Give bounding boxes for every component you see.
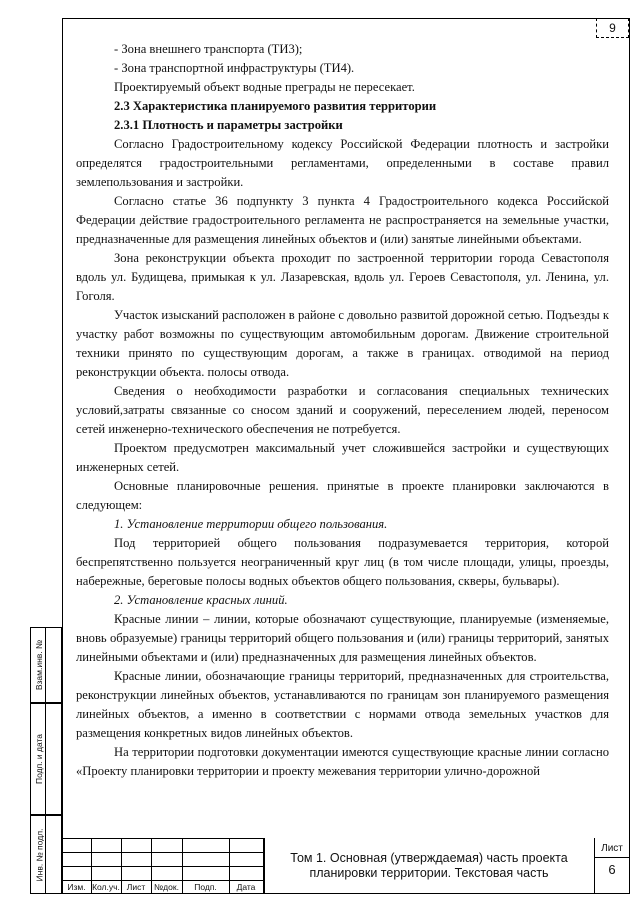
paragraph: - Зона транспортной инфраструктуры (ТИ4). [114,61,355,75]
header-podp: Подп. [194,882,217,892]
paragraph: Основные планировочные решения. принятые в проекте планировки заключаются в следующем: [76,479,609,512]
document-body [76,40,609,781]
side-label-signature-date: Подп. и дата [34,733,45,785]
paragraph: Под территорией общего пользования подразумевается территория, которой беспрепятственно пользуется неограниченный круг лиц (в том числе площади, улицы, проезды, набережные, береговые полосы водных объектов общего пользования, скверы, бульвары). [76,536,609,588]
paragraph: 1. Установление территории общего пользования. [114,517,388,531]
revision-table [62,838,264,894]
sheet-number: 6 [608,862,616,877]
paragraph: На территории подготовки документации имеются существующие красные линии согласно «Проекту планировки территории и проекту межевания территории улично-дорожной [76,745,609,778]
side-label-replacement-inv: Взам.инв. № [34,639,44,691]
paragraph: Согласно статье 36 подпункту 3 пункта 4 Градостроительного кодекса Российской Федерации действие градостроительного регламента не распространяется на земельные участки, предназначенные для размещения линейных объектов и (или) занятые линейными объектами. [76,194,609,246]
page-number-box: 9 [596,18,629,38]
paragraph: 2. Установление красных линий. [114,593,288,607]
sheet-label: Лист [601,843,623,854]
paragraph: Красные линии, обозначающие границы территорий, предназначенных для строительства, реконструкции линейных объектов, устанавливаются по границам зон планируемого размещения линейных объектов, а именно в соответствии с нормами отвода земельных участков для размещения конкретных видов линейных объектов. [76,669,609,740]
header-data: Дата [236,882,256,892]
header-ndok: №док. [154,882,179,892]
paragraph: - Зона внешнего транспорта (ТИ3); [114,42,303,56]
paragraph: Участок изысканий расположен в районе с довольно развитой дорожной сетью. Подъезды к участку работ возможны по существующим автомобильным дорогам. Движение строительной техники принято по существующим дорогам, а также в границах. отводимой на период реконструкции объекта. полосы отвода. [76,308,609,379]
side-stamp-original [30,815,62,894]
paragraph: Проектом предусмотрен максимальный учет сложившейся застройки и существующих инженерных сетей. [76,441,609,474]
title-line-2: планировки территории. Текстовая часть [309,866,549,880]
title-line-1: Том 1. Основная (утверждаемая) часть проекта [290,851,568,865]
paragraph: Проектируемый объект водные преграды не пересекает. [114,80,415,94]
side-stamp-signature [30,703,62,815]
document-title [264,838,594,894]
paragraph: Зона реконструкции объекта проходит по застроенной территории города Севастополя вдоль ул. Будищева, примыкая к ул. Лазаревская, вдоль ул. Героев Севастополя, ул. Ленина, ул. Гоголя. [76,251,609,303]
paragraph: Сведения о необходимости разработки и согласования специальных технических условий,затраты связанные со сносом зданий и сооружений, переселением людей, переносом сетей инженерно-технического обеспечения не потребуется. [76,384,609,436]
side-stamp-replacement [30,627,62,703]
header-list: Лист [126,882,146,892]
paragraph: Красные линии – линии, которые обозначают существующие, планируемые (изменяемые, вновь образуемые) границы территорий общего пользования и (или) границы территорий, занятых линейными объектами и (или) предназначенных для размещения линейных объектов. [76,612,609,664]
header-kol-uch: Кол.уч. [92,882,120,892]
header-izm: Изм. [67,882,86,892]
side-label-original-inv: Инв. № подл. [34,828,45,881]
title-block [62,838,630,894]
paragraph: Согласно Градостроительному кодексу Российской Федерации плотность и застройки определятся градостроительными регламентами, определенными в составе правил землепользования и застройки. [76,137,609,189]
paragraph: 2.3 Характеристика планируемого развития территории [114,99,437,113]
paragraph: 2.3.1 Плотность и параметры застройки [114,118,343,132]
